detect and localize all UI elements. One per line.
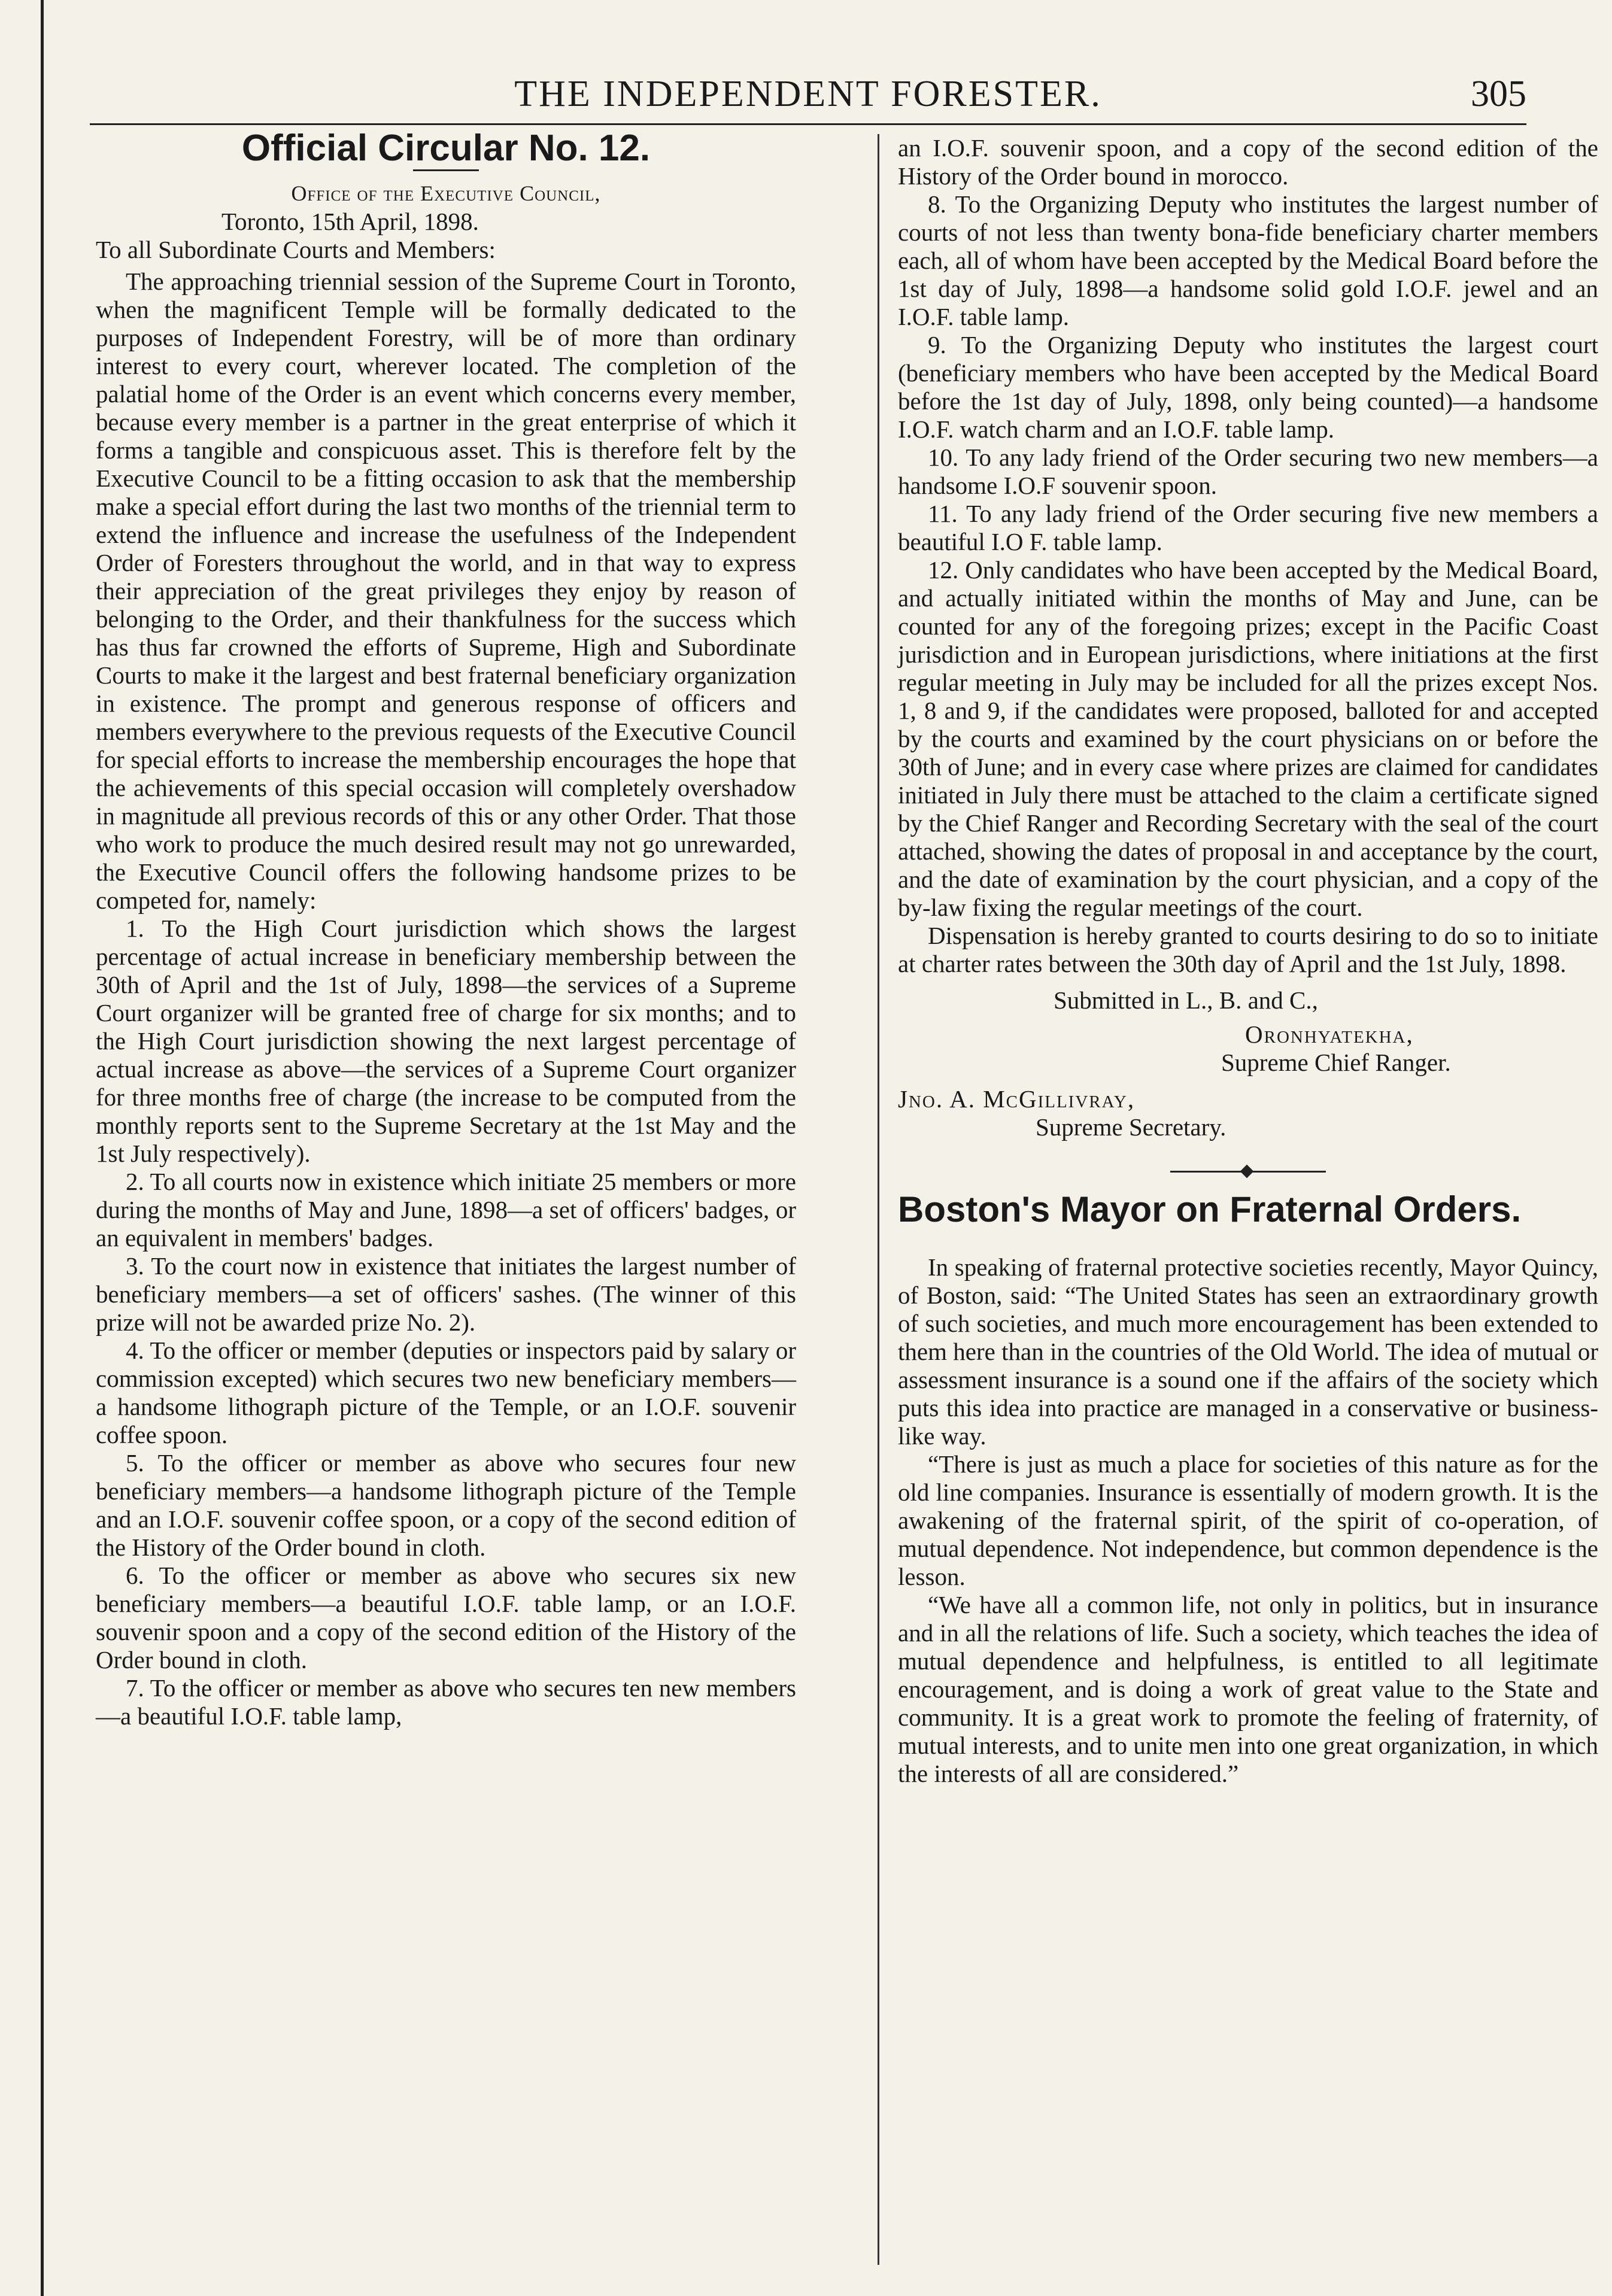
submitted-line: Submitted in L., B. and C., <box>1054 986 1318 1014</box>
signer-1-name: Oronhyatekha, <box>1245 1021 1414 1048</box>
prize-10: 10. To any lady friend of the Order securing two new members—a handsome I.O.F souvenir spoon. <box>898 444 1598 499</box>
diamond-icon <box>1240 1165 1254 1179</box>
prize-4: 4. To the officer or member (deputies or inspectors paid by salary or commission excepted) which secures two new beneficiary members—a handsome lithograph picture of the Temple, or an I.O.F. souvenir coffee spoon. <box>96 1337 796 1448</box>
article-title: Boston's Mayor on Fraternal Orders. <box>898 1189 1522 1229</box>
place-date: Toronto, 15th April, 1898. <box>221 208 479 235</box>
left-margin-rule <box>41 0 44 2296</box>
addressee: To all Subordinate Courts and Members: <box>96 236 496 263</box>
prize-12: 12. Only candidates who have been accepted by the Medical Board, and actually initiated within the months of May and June, can be counted for any of the foregoing prizes; except in the Pacific Coast jurisdiction and in European jurisdictions, where initiations at the first regular meeting in July may be included for all the prizes except Nos. 1, 8 and 9, if the candidates were proposed, balloted for and accepted by the courts and examined by the court physicians on or before the 30th of June; and in every case where prizes are claimed for candidates initiated in July there must be attached to the claim a certificate signed by the Chief Ranger and Recording Secretary with the seal of the court attached, showing the dates of proposal in and acceptance by the court, and the date of examination by the court physician, and a copy of the by-law fixing the regular meetings of the court. <box>898 556 1598 921</box>
prize-9: 9. To the Organizing Deputy who institutes the largest court (beneficiary members who have been accepted by the Medical Board before the 1st day of July, 1898, only being counted)—a handsome I.O.F. watch charm and an I.O.F. table lamp. <box>898 331 1598 443</box>
prize-2: 2. To all courts now in existence which initiate 25 members or more during the months of May and June, 1898—a set of officers' badges, or an equivalent in members' badges. <box>96 1168 796 1252</box>
circular-title: Official Circular No. 12. <box>241 127 651 169</box>
page-header <box>90 67 1526 127</box>
page-number: 305 <box>1471 74 1526 114</box>
intro-paragraph: The approaching triennial session of the Supreme Court in Toronto, when the magnificent Temple will be formally dedicated to the purposes of Independent Forestry, will be of more than ordinary interest to every court, wherever located. The completion of the palatial home of the Order is an event which concerns every member, because every member is a partner in the great enterprise of which it forms a tangible and conspicuous asset. This is therefore felt by the Executive Council to be a fitting occasion to ask that the membership make a special effort during the last two months of the triennial term to extend the influence and increase the usefulness of the Independent Order of Foresters throughout the world, and in that way to express their appreciation of the great privileges they enjoy by reason of belonging to the Order, and their thankfulness for the success which has thus far crowned the efforts of Supreme, High and Subordinate Courts to make it the largest and best fraternal beneficiary organization in existence. The prompt and generous response of officers and members everywhere to the previous requests of the Executive Council for special efforts to increase the membership encourages the hope that the achievements of this special occasion will completely overshadow in magnitude all previous records of this or any other Order. That those who work to produce the much desired result may not go unrewarded, the Executive Council offers the following handsome prizes to be competed for, namely: <box>96 268 796 914</box>
header-rule <box>90 123 1526 125</box>
prize-8: 8. To the Organizing Deputy who institutes the largest number of courts of not less than twenty bona-fide beneficiary charter members each, all of whom have been accepted by the Medical Board before the 1st day of July, 1898—a handsome solid gold I.O.F. jewel and an I.O.F. table lamp. <box>898 190 1598 330</box>
section-ornament <box>1170 1165 1326 1177</box>
prize-5: 5. To the officer or member as above who secures four new beneficiary members—a handsome lithograph picture of the Temple and an I.O.F. souvenir coffee spoon, or a copy of the second edition of the History of the Order bound in cloth. <box>96 1449 796 1561</box>
right-column <box>898 134 1598 1788</box>
running-title: THE INDEPENDENT FORESTER. <box>514 74 1102 114</box>
column-divider <box>878 134 879 2265</box>
prize-3: 3. To the court now in existence that initiates the largest number of beneficiary members—a set of officers' sashes. (The winner of this prize will not be awarded prize No. 2). <box>96 1252 796 1336</box>
signer-2-name: Jno. A. McGillivray, <box>898 1085 1136 1113</box>
dispensation: Dispensation is hereby granted to courts desiring to do so to initiate at charter rates between the 30th day of April and the 1st July, 1898. <box>898 922 1598 977</box>
prize-6: 6. To the officer or member as above who secures six new beneficiary members—a beautiful I.O.F. table lamp, or an I.O.F. souvenir spoon and a copy of the second edition of the History of the Order bound in cloth. <box>96 1562 796 1674</box>
article-paragraph-3: “We have all a common life, not only in politics, but in insurance and in all the relations of life. Such a society, which teaches the idea of mutual dependence and helpfulness, is entitled to all legitimate encouragement, and is doing a work of great value to the State and community. It is a great work to promote the feeling of fraternity, of mutual interests, and to unite men into one great organization, in which the interests of all are considered.” <box>898 1591 1598 1787</box>
prize-11: 11. To any lady friend of the Order securing five new members a beautiful I.O F. table lamp. <box>898 500 1598 555</box>
signer-2-title: Supreme Secretary. <box>1036 1113 1227 1141</box>
article-paragraph-1: In speaking of fraternal protective societies recently, Mayor Quincy, of Boston, said: “The United States has seen an extraordinary growth of such societies, and much more encouragement has been extended to them here than in the countries of the Old World. The idea of mutual or assessment insurance is a sound one if the affairs of the society which puts this idea into practice are managed in a conservative or business-like way. <box>898 1253 1598 1450</box>
office-line: Office of the Executive Council, <box>291 181 601 205</box>
title-rule <box>413 169 479 171</box>
article-paragraph-2: “There is just as much a place for societies of this nature as for the old line companies. Insurance is essentially of modern growth. It is the awakening of the fraternal spirit, of the spirit of co-operation, of mutual dependence. Not independence, but common dependence is the lesson. <box>898 1450 1598 1590</box>
left-column <box>96 127 796 1730</box>
signer-1-title: Supreme Chief Ranger. <box>1221 1049 1451 1076</box>
prize-7-continued: an I.O.F. souvenir spoon, and a copy of the second edition of the History of the Order bound in morocco. <box>898 134 1598 190</box>
prize-7: 7. To the officer or member as above who secures ten new members—a beautiful I.O.F. table lamp, <box>96 1674 796 1730</box>
prize-1: 1. To the High Court jurisdiction which shows the largest percentage of actual increase in beneficiary membership between the 30th of April and the 1st of July, 1898—the services of a Supreme Court organizer will be granted free of charge for six months; and to the High Court jurisdiction showing the next largest percentage of actual increase as above—the services of a Supreme Court organizer for three months free of charge (the increase to be computed from the monthly reports sent to the Supreme Secretary at the 1st May and the 1st July respectively). <box>96 915 796 1167</box>
